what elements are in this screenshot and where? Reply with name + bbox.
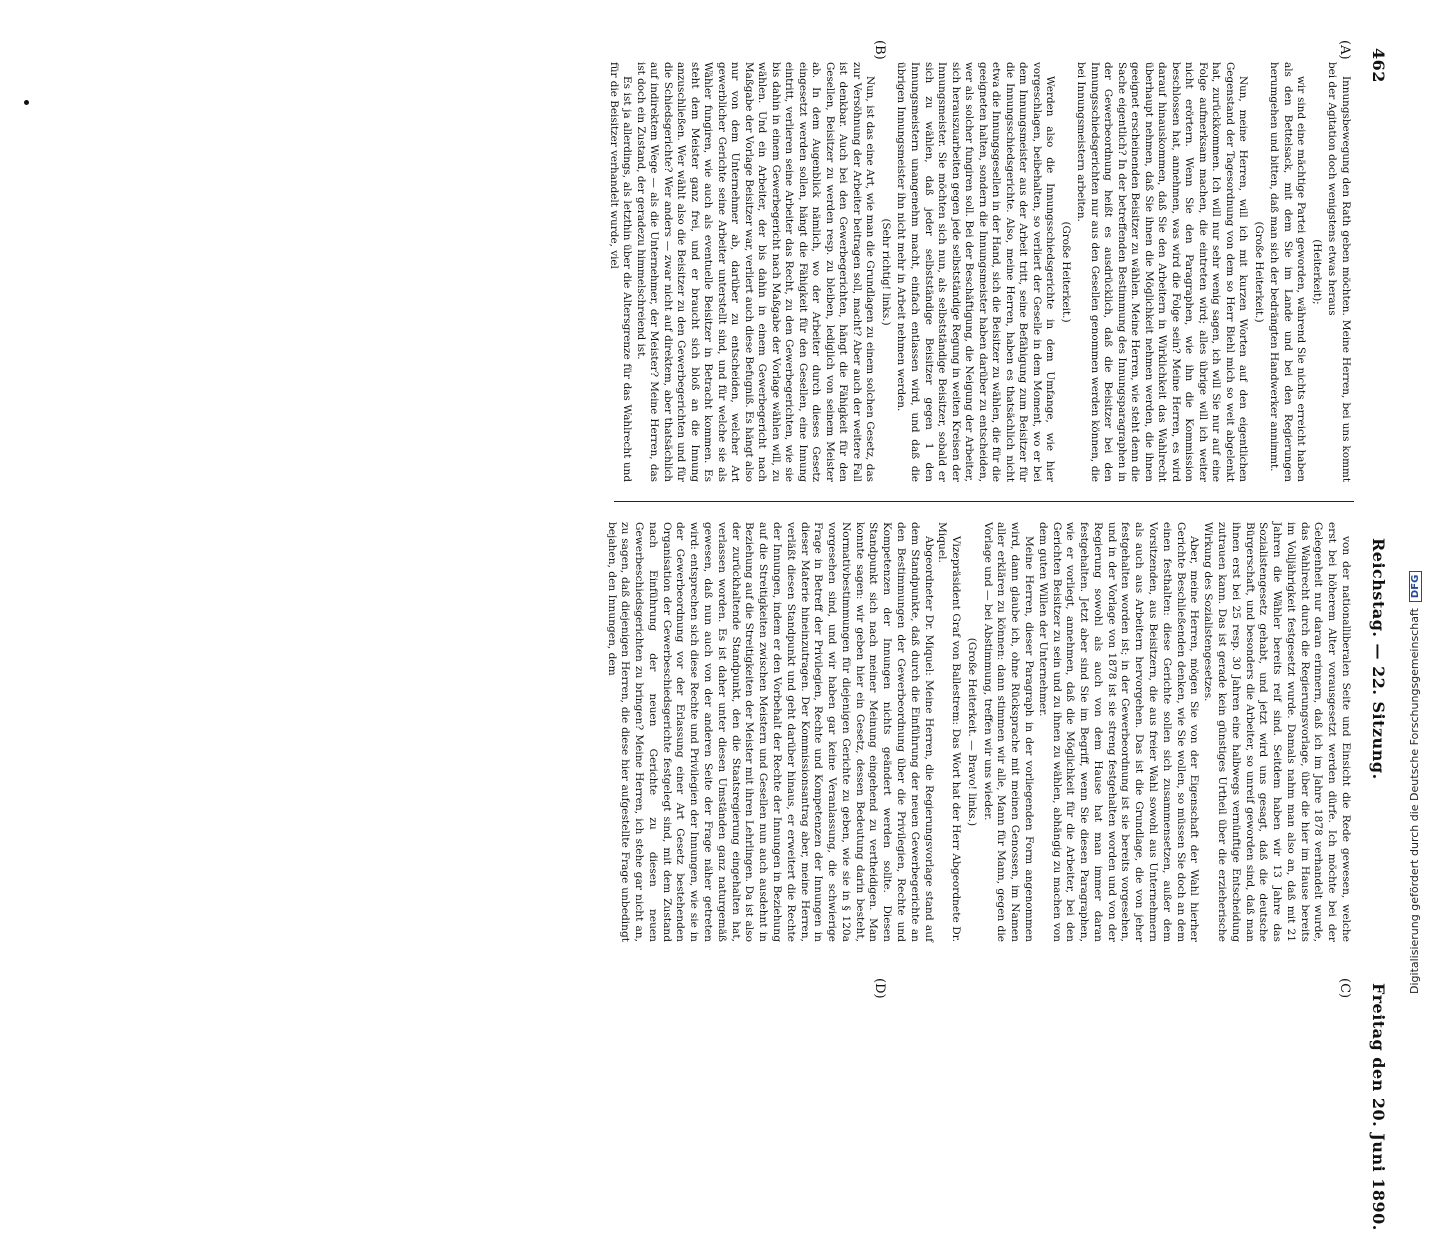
page-title: Reichstag. — 22. Sitzung. [1369, 538, 1388, 780]
paragraph: wir sind eine mächtige Partei geworden, während Sie nichts erreicht haben als den Bettelsack, mit dem Sie im Lande und bei den Regierungen herumgehen und bitten, daß man sich der bedrängten Handwerker annimmt. [1268, 62, 1308, 482]
margin-marker-d: (D) [872, 978, 887, 999]
column-divider [614, 501, 1354, 502]
paragraph: Vizepräsident Graf von Ballestrem: Das Wort hat der Herr Abgeordnete Dr. Miquel. [936, 522, 963, 942]
paragraph: Aber, meine Herren, mögen Sie von der Eigenschaft der Wahl hierher Gerichte Beschließenden denken, wie Sie wollen, so müssen Sie doch an dem einen festhalten: diese Gerichte sollen sich zusammensetzen, außer dem Vorsitzenden, aus Beisitzern, die aus freier Wahl sowohl aus Unternehmern als auch aus Arbeitern hervorgehen. Das ist die Grundlage, die von jeher festgehalten worden ist; in der Gewerbeordnung ist sie bereits vorgesehen, und in der Vorlage von 1878 ist sie streng festgehalten worden und von der Regierung sowohl als auch von dem Hause hat man immer daran festgehalten. Jetzt aber sind Sie im Begriff, wenn Sie diesen Paragraphen, wie er vorliegt, annehmen, daß die Möglichkeit für die Arbeiter, bei den Gerichten Beisitzer zu sein und zu ihnen zu wählen, abhängig zu machen von dem guten Willen der Unternehmer. [1036, 522, 1201, 942]
paragraph: Innungsbewegung den Rath geben möchten. Meine Herren, bei uns kommt bei der Agitation doch wenigstens etwas heraus [1326, 62, 1352, 482]
dfg-logo: DFG [1409, 571, 1422, 602]
margin-marker-a: (A) [1337, 40, 1352, 60]
left-text-column [606, 62, 1352, 482]
paragraph: Meine Herren, dieser Paragraph in der vorliegenden Form angenommen wird, dann glaube ich, ohne Rücksprache mit meinen Genossen, im Namen aller erklären zu können: dann stimmen wir alle, Mann für Mann, gegen die Vorlage und — bei Abstimmung, treffen wir uns wieder. [981, 522, 1036, 942]
margin-marker-c: (C) [1337, 978, 1352, 999]
digitization-credit [1408, 571, 1422, 994]
page-number: 462 [1369, 48, 1388, 83]
paragraph: Es ist ja allerdings, als letzthin über die Altersgrenze für das Wahlrecht und für die Beisitzer verhandelt wurde, viel [607, 62, 634, 482]
paragraph: Werden also die Innungsschiedsgerichte in dem Umfange, wie hier vorgeschlagen, beibehalten, so verliert der Geselle in dem Moment, wo er bei dem Innungsmeister aus der Arbeit tritt, seine Befähigung zum Beisitzer für die Innungsschiedsgerichte. Also, meine Herren, haben es thatsächlich nicht etwa die Innungsgesellen in der Hand, sich die Beisitzer zu wählen, die für die geeigneten halten, sondern die Innungsmeister haben darüber zu entscheiden, wer als solcher fungiren soll. Bei der Beschäftigung, die Neigung der Arbeiter, sich herauszuarbeiten gegen jede selbstständige Regung in weiten Kreisen der Innungsmeister. Sie möchten sich nun, als selbstständige Beisitzer, sobald er sich zu wählen, daß jeder selbstständige Beisitzer gegen 1 den Innungsmeistern unangenehm macht, einfach entlassen wird, und daß die übrigen Innungsmeister ihn nicht mehr in Arbeit nehmen werden. [895, 62, 1057, 482]
interjection: (Heiterkeit); [1310, 239, 1323, 305]
paragraph: von der nationalliberalen Seite und Einsicht die Rede gewesen, welche erst bei höherem Alter vorausgesetzt werden dürfe. Ich möchte bei der Gelegenheit nur daran erinnern, daß ich im Jahre 1878 verhandelt wurde, das Wahlrecht durch die Regierungsvorlage, über die hier im Hause bereits im Volljährigkeit festgesetzt wurde. Damals nahm man also an, daß mit 21 Jahren die Wähler bereits reif sind. Seitdem haben wir 13 Jahre das Sozialistengesetz gehabt, und jetzt wird uns gesagt, daß die deutsche Bürgerschaft, und besonders die Arbeiter, so unreif geworden sind, daß man ihnen erst bei 25 resp. 30 Jahren eine halbwegs vernünftige Entscheidung zutrauen kann. Das ist gerade kein günstiges Urtheil über die erzieherische Wirkung des Sozialistengesetzes. [1202, 522, 1352, 942]
interjection: (Sehr richtig! links.) [879, 218, 892, 326]
paragraph: Nun, ist das eine Art, wie man die Grundlagen zu einem solchen Gesetz, das zur Versöhnung der Arbeiter beitragen soll, macht? Aber auch der weitere Fall ist denkbar. Auch bei den Gewerbegerichten, hängt die Fähigkeit für den Gesellen, Beisitzer zu werden resp. zu bleiben, lediglich von seinem Meister ab. In dem Augenblick nämlich, wo der Arbeiter durch dieses Gesetz eingesetzt werden sollen, hängt die Fähigkeit für den Gesellen, eine Innung eintritt, verlieren seine Arbeiter das Recht, zu den Gewerbegerichten, wie sie bis dahin in einem Gewerbegericht nach Maßgabe der Vorlage wählen will, zu wählen. Und ein Arbeiter, der bis dahin in einem Gewerbegericht nach Maßgabe der Vorlage Beisitzer war, verliert auch diese Befugniß. Es hängt also nur von dem Unternehmer ab, darüber zu entscheiden, welcher Art gewerblicher Gerichte seine Arbeiter unterstellt sind, und für welche sie als Wähler fungiren, wie auch als eventuelle Beisitzer in Betracht kommen. Es steht dem Meister ganz frei, und er braucht sich bloß an die Innung anzuschließen. Wer wählt also die Beisitzer zu den Gewerbegerichten und für die Schiedsgerichte? Wer anders — zwar nicht auf direktem, aber thatsächlich auf indirektem Wege — als die Unternehmer, der Meister? Meine Herren, das ist doch ein Zustand, der geradezu himmelschreiend ist. [634, 62, 877, 482]
paragraph: Nun, meine Herren, will ich mit kurzen Worten auf den eigentlichen Gegenstand der Tagesordnung von dem so Herr Biehl mich so weit abgelenkt hat, zurückkommen. Ich will nur sehr wenig sagen, ich will Sie nur auf eine Folge aufmerksam machen, die eintreten wird; alles übrige will ich weiter nicht erörtern. Wenn Sie den Paragraphen, wie ihn die Kommission beschlossen hat, annehmen, was wird die Folge sein? Meine Herren, es wird darauf hinauskommen, daß Sie den Arbeitern in Wirklichkeit das Wahlrecht überhaupt nehmen, daß Sie ihnen die Möglichkeit nehmen werden, die ihnen geeignet erscheinenden Beisitzer zu wählen. Meine Herren, wie steht denn die Sache eigentlich? In der betreffenden Bestimmung des Innungsparagraphen in der Gewerbeordnung heißt es ausdrücklich, daß die Beisitzer bei den Innungsschiedsgerichten nur aus den Gesellen genommen werden können, die bei Innungsmeistern arbeiten. [1075, 62, 1250, 482]
interjection: (Große Heiterkeit. — Bravo! links.) [965, 637, 978, 827]
page-header [1366, 48, 1388, 1248]
paragraph: Abgeordneter Dr. Miquel: Meine Herren, die Regierungsvorlage stand auf dem Standpunkte, daß durch die Einführung der neuen Gewerbegerichte an den Bestimmungen der Gewerbeordnung über die Privilegien, Rechte und Kompetenzen der Innungen nichts geändert werden sollte. Diesen Standpunkt sich nach meiner Meinung eingehend zu vertheidigen. Man konnte sagen: wir geben hier ein Gesetz, dessen Bedeutung darin besteht, Normativbestimmungen für diejenigen Gerichte zu geben, wie sie in § 120a vorgesehen sind, und wir haben gar keine Veranlassung, die schwierige Frage in Betreff der Privilegien, Rechte und Kompetenzen der Innungen in dieser Materie hineinzutragen. Der Kommissionsantrag aber, meine Herren, verläßt diesen Standpunkt und geht darüber hinaus, er erweitert die Rechte der Innungen, indem er den Vorbehalt der Rechte der Innungen in Beziehung auf die Streitigkeiten zwischen Meistern und Gesellen nun auch ausdehnt in Beziehung auf die Streitigkeiten der Meister mit ihren Lehrlingen. Da ist also der zurückhaltende Standpunkt, den die Staatsregierung eingehalten hat, verlassen worden. Es ist daher unter diesen Umständen ganz naturgemäß gewesen, daß nun auch von der anderen Seite der Frage näher getreten wird: entsprechen sich diese Rechte und Privilegien der Innungen, wie sie in der Gewerbeordnung vor der Erlassung einer Art Gesetz bestehenden Organisation der Gewerbeschiedsgerichte festgelegt sind, mit dem Zustand nach Einführung der neuen Gerichte zu diesen neuen Gewerbeschiedsgerichten zu bringen? Meine Herren, ich stehe gar nicht an, zu sagen, daß diejenigen Herren, die diese hier aufgestellte Frage unbedingt bejahen, den Innungen, dem [605, 522, 935, 942]
interjection: (Große Heiterkeit.) [1252, 221, 1265, 323]
session-date: Freitag den 20. Juni 1890. [1369, 983, 1388, 1231]
interjection: (Große Heiterkeit.) [1059, 221, 1072, 323]
right-text-column [604, 522, 1352, 942]
credit-text: Digitalisierung gefördert durch die Deutsche Forschungsgemeinschaft [1408, 608, 1421, 994]
margin-marker-b: (B) [872, 40, 887, 60]
